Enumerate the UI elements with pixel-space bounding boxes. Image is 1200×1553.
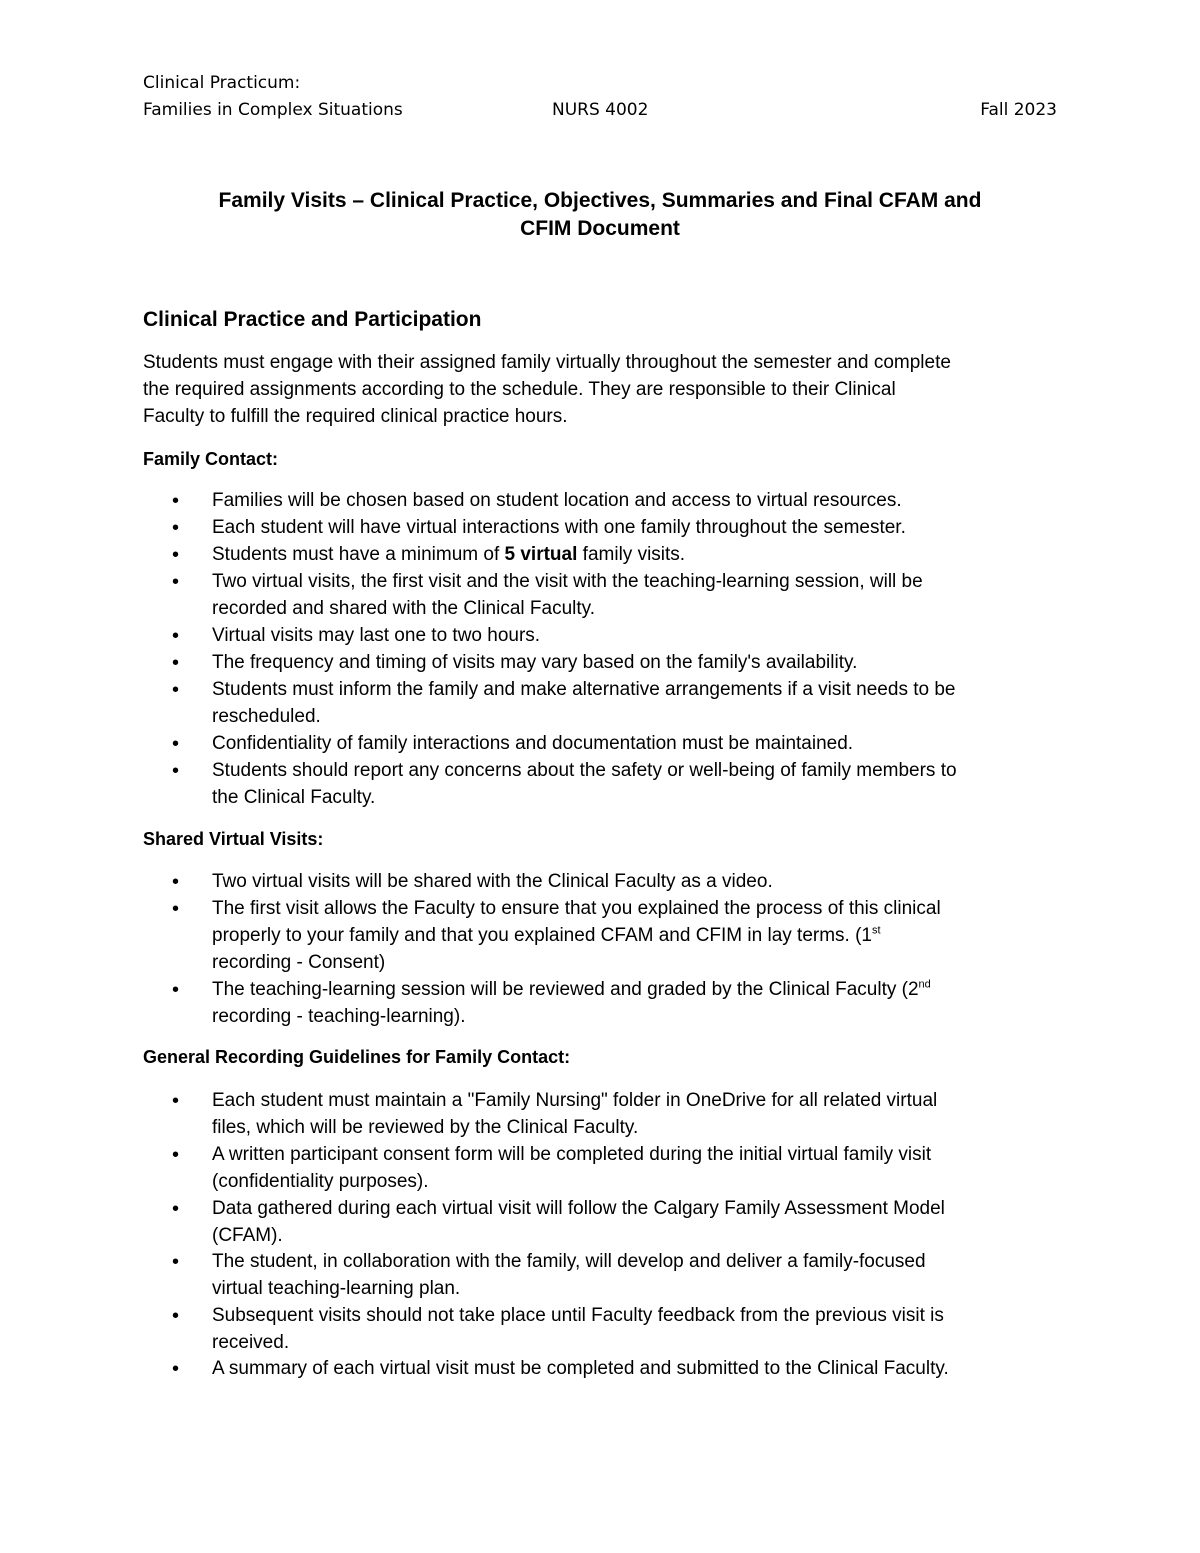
guideline-item-3-line-1: Data gathered during each virtual visit will follow the Calgary Family Assessment Model <box>212 1198 945 1219</box>
family-contact-item-5: Virtual visits may last one to two hours. <box>212 625 541 646</box>
guideline-item-4-line-2: virtual teaching-learning plan. <box>212 1278 461 1299</box>
shared-visits-item-2-line-2 <box>212 926 881 945</box>
intro-line-3: Faculty to fulfill the required clinical practice hours. <box>143 406 568 427</box>
family-contact-item-8: Confidentiality of family interactions and documentation must be maintained. <box>212 733 854 754</box>
header-course-name: Families in Complex Situations <box>143 100 403 120</box>
bullet-icon: • <box>172 1090 180 1112</box>
bullet-icon: • <box>172 1305 180 1327</box>
guideline-item-5-line-1: Subsequent visits should not take place until Faculty feedback from the previous visit is <box>212 1305 944 1326</box>
bullet-icon: • <box>172 625 180 647</box>
guideline-item-5-line-2: received. <box>212 1332 290 1353</box>
shared-visits-item-2-line-3: recording - Consent) <box>212 952 386 973</box>
bullet-icon: • <box>172 490 180 512</box>
document-title-line1: Family Visits – Clinical Practice, Objectives, Summaries and Final CFAM and <box>218 189 982 212</box>
item-text: family visits. <box>577 544 686 565</box>
bullet-icon: • <box>172 571 180 593</box>
item-text: The teaching-learning session will be reviewed and graded by the Clinical Faculty (2 <box>212 979 919 1000</box>
ordinal-superscript: nd <box>918 978 931 991</box>
family-contact-item-9-line-1: Students should report any concerns about the safety or well-being of family members to <box>212 760 957 781</box>
shared-visits-heading: Shared Virtual Visits: <box>143 829 324 849</box>
guideline-item-1-line-1: Each student must maintain a "Family Nursing" folder in OneDrive for all related virtual <box>212 1090 938 1111</box>
guideline-item-4-line-1: The student, in collaboration with the family, will develop and deliver a family-focused <box>212 1251 926 1272</box>
family-contact-heading: Family Contact: <box>143 449 279 469</box>
ordinal-superscript: st <box>872 924 881 937</box>
section-heading: Clinical Practice and Participation <box>143 308 482 331</box>
guideline-item-1-line-2: files, which will be reviewed by the Clinical Faculty. <box>212 1117 639 1138</box>
bullet-icon: • <box>172 1251 180 1273</box>
guideline-item-3-line-2: (CFAM). <box>212 1225 283 1246</box>
intro-line-1: Students must engage with their assigned family virtually throughout the semester and complete <box>143 352 951 373</box>
item-text: Students must have a minimum of <box>212 544 505 565</box>
bullet-icon: • <box>172 544 180 566</box>
bullet-icon: • <box>172 898 180 920</box>
bullet-icon: • <box>172 1358 180 1380</box>
family-contact-item-3 <box>212 545 685 564</box>
intro-line-2: the required assignments according to the schedule. They are responsible to their Clinical <box>143 379 896 400</box>
header-term: Fall 2023 <box>980 100 1057 120</box>
shared-visits-item-3-line-1 <box>212 980 931 999</box>
bullet-icon: • <box>172 871 180 893</box>
header-line1: Clinical Practicum: <box>143 73 301 93</box>
guideline-item-2-line-1: A written participant consent form will be completed during the initial virtual family visit <box>212 1144 932 1165</box>
bullet-icon: • <box>172 733 180 755</box>
family-contact-item-7-line-1: Students must inform the family and make alternative arrangements if a visit needs to be <box>212 679 956 700</box>
bullet-icon: • <box>172 679 180 701</box>
family-contact-item-6: The frequency and timing of visits may vary based on the family's availability. <box>212 652 858 673</box>
family-contact-item-2: Each student will have virtual interactions with one family throughout the semester. <box>212 517 906 538</box>
shared-visits-item-3-line-2: recording - teaching-learning). <box>212 1006 466 1027</box>
family-contact-item-7-line-2: rescheduled. <box>212 706 321 727</box>
guideline-item-2-line-2: (confidentiality purposes). <box>212 1171 429 1192</box>
bullet-icon: • <box>172 760 180 782</box>
recording-guidelines-heading: General Recording Guidelines for Family Contact: <box>143 1047 571 1067</box>
shared-visits-item-1: Two virtual visits will be shared with the Clinical Faculty as a video. <box>212 871 773 892</box>
family-contact-item-1: Families will be chosen based on student location and access to virtual resources. <box>212 490 902 511</box>
family-contact-item-4-line-1: Two virtual visits, the first visit and the visit with the teaching-learning session, will be <box>212 571 923 592</box>
header-course-code: NURS 4002 <box>552 100 649 120</box>
family-contact-item-4-line-2: recorded and shared with the Clinical Faculty. <box>212 598 596 619</box>
bullet-icon: • <box>172 979 180 1001</box>
guideline-item-6: A summary of each virtual visit must be completed and submitted to the Clinical Faculty. <box>212 1358 949 1379</box>
document-title-line2: CFIM Document <box>520 217 680 240</box>
item-text: properly to your family and that you explained CFAM and CFIM in lay terms. (1 <box>212 925 872 946</box>
shared-visits-item-2-line-1: The first visit allows the Faculty to ensure that you explained the process of this clinical <box>212 898 941 919</box>
family-contact-item-9-line-2: the Clinical Faculty. <box>212 787 376 808</box>
item-emphasis: 5 virtual <box>504 544 578 565</box>
bullet-icon: • <box>172 517 180 539</box>
bullet-icon: • <box>172 652 180 674</box>
bullet-icon: • <box>172 1144 180 1166</box>
bullet-icon: • <box>172 1198 180 1220</box>
